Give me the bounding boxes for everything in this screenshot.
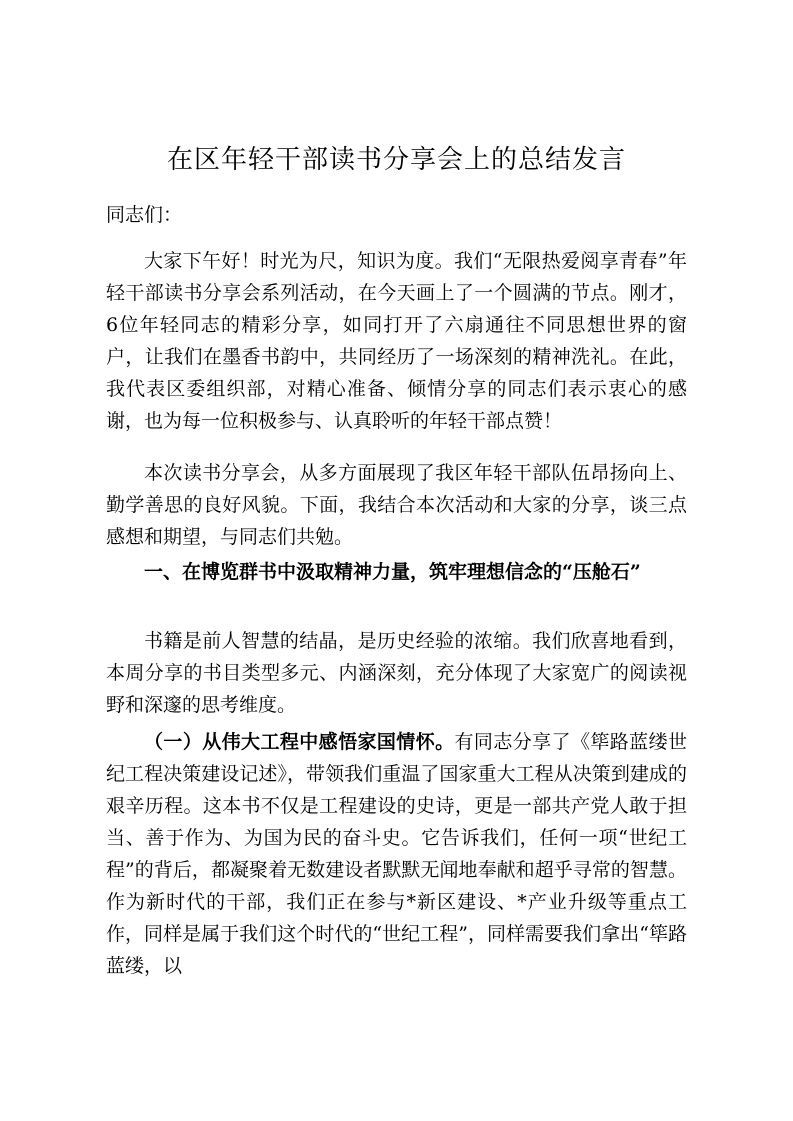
subsection-1-text: 有同志分享了《筚路蓝缕世纪工程决策建设记述》，带领我们重温了国家重大工程从决策到建成的艰辛历程。这本书不仅是工程建设的史诗，更是一部共产党人敢于担当、善于作为、为国为民的奋斗史。它告诉我们，任何一项“世纪工程”的背后，都凝聚着无数建设者默默无闻地奉献和超乎寻常的智慧。作为新时代的干部，我们正在参与*新区建设、*产业升级等重点工作，同样是属于我们这个时代的“世纪工程”，同样需要我们拿出“筚路蓝缕，以	[106, 731, 687, 977]
paragraph-subsection-1	[106, 726, 687, 982]
paragraph-books: 书籍是前人智慧的结晶，是历史经验的浓缩。我们欣喜地看到，本周分享的书目类型多元、内涵深刻，充分体现了大家宽广的阅读视野和深邃的思考维度。	[106, 630, 687, 716]
document-title: 在区年轻干部读书分享会上的总结发言	[166, 145, 626, 175]
salutation: 同志们：	[106, 204, 183, 226]
paragraph-opening: 大家下午好！时光为尺，知识为度。我们“无限热爱阅享青春”年轻干部读书分享会系列活动，在今天画上了一个圆满的节点。刚才，6位年轻同志的精彩分享，如同打开了六扇通往不同思想世界的窗户，让我们在墨香书韵中，共同经历了一场深刻的精神洗礼。在此，我代表区委组织部，对精心准备、倾情分享的同志们表示衷心的感谢，也为每一位积极参与、认真聆听的年轻干部点赞！	[106, 250, 687, 432]
subsection-1-lead: （一）从伟大工程中感悟家国情怀。	[144, 731, 455, 753]
paragraph-overview: 本次读书分享会，从多方面展现了我区年轻干部队伍昂扬向上、勤学善思的良好风貌。下面，我结合本次活动和大家的分享，谈三点感想和期望，与同志们共勉。	[106, 462, 687, 548]
section-heading-1: 一、在博览群书中汲取精神力量，筑牢理想信念的“压舱石”	[144, 561, 641, 583]
